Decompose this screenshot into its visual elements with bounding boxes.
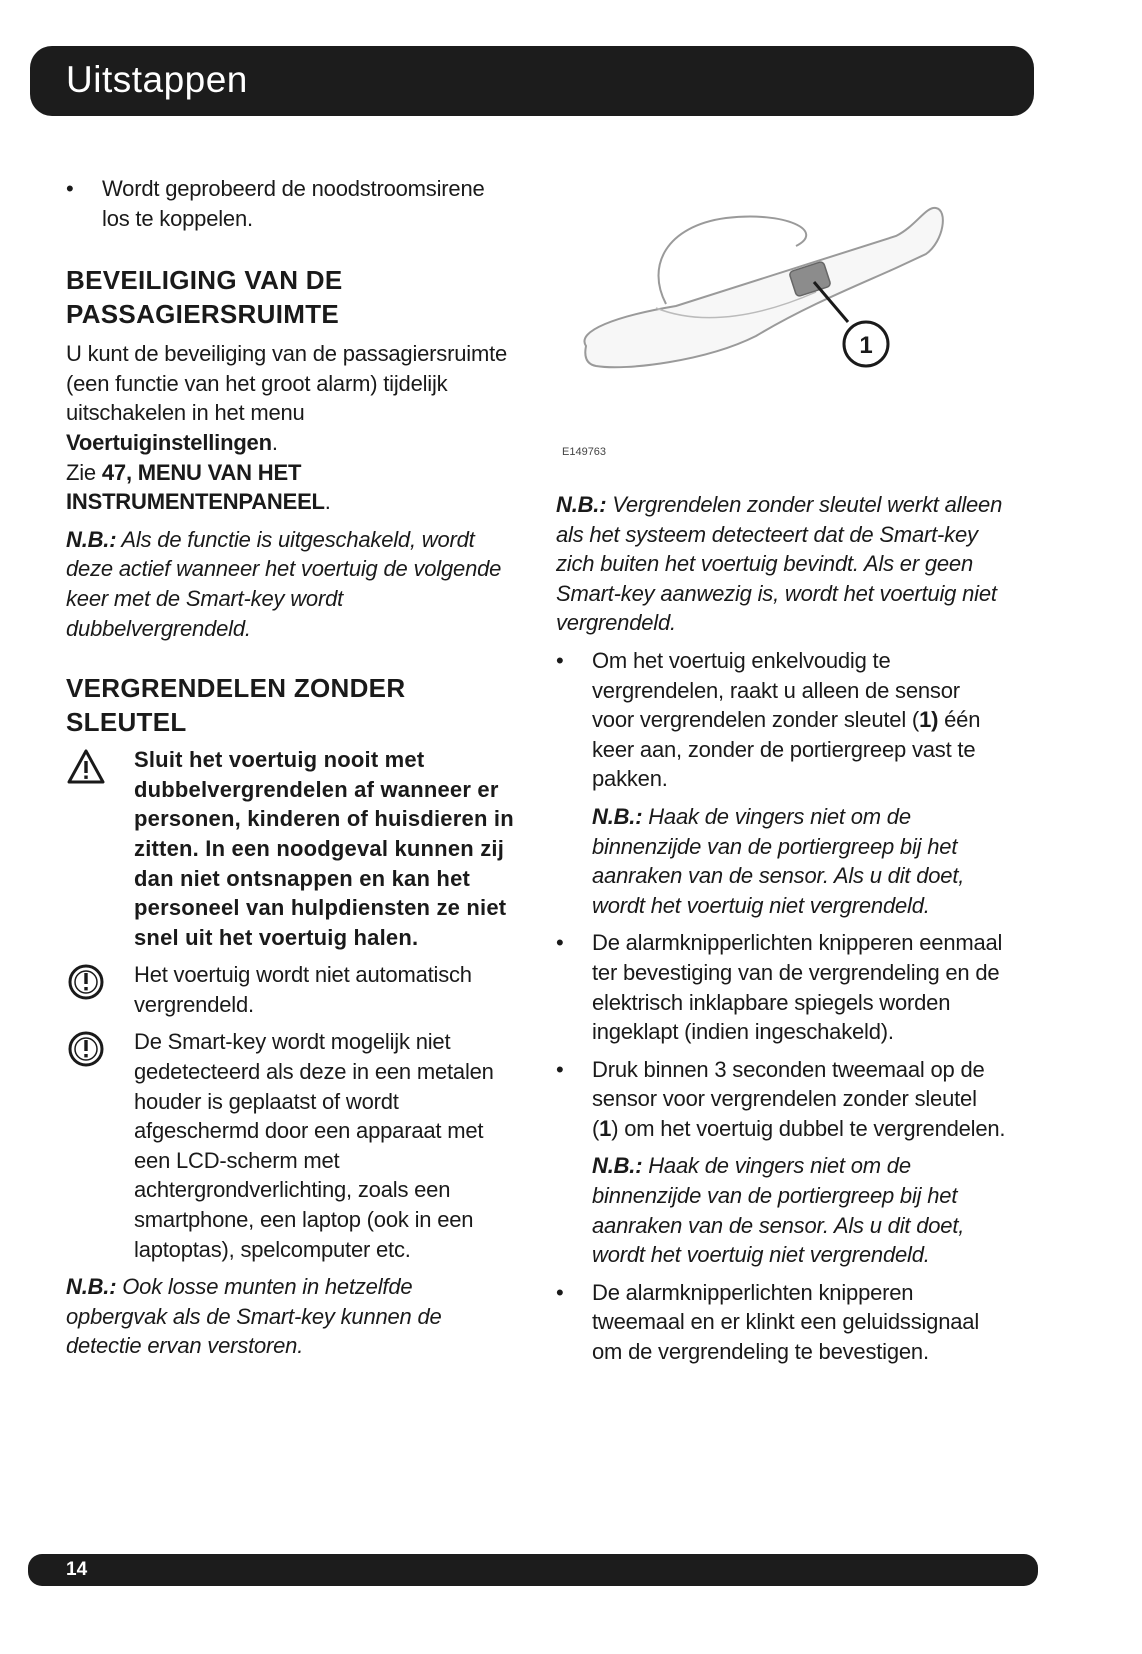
bullet-dot: • <box>66 176 74 201</box>
reference-prefix: Zie <box>66 459 102 485</box>
paragraph-end: . <box>271 429 278 455</box>
list-item <box>556 1055 1006 1144</box>
page-footer-bar <box>28 1554 1038 1586</box>
note-text: Haak de vingers niet om de binnenzijde van de portiergreep bij het aanraken van de sensor. Als u dit doet, wordt het voertuig niet vergrendeld. <box>592 1153 965 1268</box>
page-number: 14 <box>66 1559 88 1580</box>
section-heading-keyless-locking: VERGRENDELEN ZONDER SLEUTEL <box>66 673 406 738</box>
bullet-text: Druk binnen 3 seconden tweemaal op de sensor voor vergrendelen zonder sleutel ( <box>592 1056 985 1141</box>
note-label: N.B.: <box>66 526 117 552</box>
bullet-text-end: ) om het voertuig dubbel te vergrendelen. <box>611 1115 1006 1141</box>
warning-block <box>66 745 516 952</box>
list-item <box>556 646 1006 794</box>
note-label: N.B.: <box>556 492 607 517</box>
paragraph-text: U kunt de beveiliging van de passagiersruimte (een functie van het groot alarm) tijdelijk uitschakelen in het menu <box>66 341 508 426</box>
page-title: Uitstappen <box>66 59 248 100</box>
note-label: N.B.: <box>592 1153 643 1179</box>
list-item <box>556 1278 1006 1367</box>
note-text: Haak de vingers niet om de binnenzijde van de portiergreep bij het aanraken van de sensor. Als u dit doet, wordt het voertuig niet vergrendeld. <box>592 803 965 918</box>
note-label: N.B.: <box>66 1274 117 1300</box>
section-heading-passenger-protection: BEVEILIGING VAN DE PASSAGIERSRUIMTE <box>66 265 343 330</box>
caution-text: Het voertuig wordt niet automatisch vergrendeld. <box>134 962 472 1017</box>
caution-block <box>66 1027 516 1264</box>
callout-reference: 1 <box>599 1115 612 1141</box>
warning-triangle-icon <box>66 747 106 787</box>
list-item <box>66 174 516 233</box>
note-text: Als de functie is uitgeschakeld, wordt deze actief wanneer het voertuig de volgende keer met de Smart-key wordt dubbelvergrendeld. <box>66 526 502 641</box>
bullet-text: De alarmknipperlichten knipperen tweemaal en er klinkt een geluidssignaal om de vergrendeling te bevestigen. <box>592 1279 980 1365</box>
bullet-dot: • <box>556 1056 564 1082</box>
figure-code: E149763 <box>562 446 607 458</box>
page-header-bar <box>30 46 1034 116</box>
callout-number: 1 <box>859 332 873 359</box>
list-item <box>556 928 1006 1046</box>
left-column <box>66 174 516 1361</box>
bullet-dot: • <box>556 647 564 673</box>
bullet-text-end: één keer aan, zonder de portiergreep vast te pakken. <box>592 707 981 792</box>
bullet-text: Om het voertuig enkelvoudig te vergrendelen, raakt u alleen de sensor voor vergrendelen zonder sleutel ( <box>592 647 960 733</box>
cross-reference-link[interactable]: 47, MENU VAN HET INSTRUMENTENPANEEL <box>66 459 325 515</box>
right-column <box>556 490 1006 1375</box>
note <box>556 490 1006 638</box>
reference-end: . <box>324 489 331 515</box>
caution-exclamation-icon <box>66 962 106 1002</box>
note <box>66 525 516 643</box>
bullet-dot: • <box>556 1279 564 1305</box>
bullet-dot: • <box>556 930 564 956</box>
note-label: N.B.: <box>592 803 643 829</box>
paragraph-reference <box>66 458 516 517</box>
note <box>66 1272 516 1361</box>
paragraph <box>66 339 516 457</box>
note-text: Vergrendelen zonder sleutel werkt alleen als het systeem detecteert dat de Smart-key zich buiten het voertuig bevindt. Als er geen Smart-key aanwezig is, wordt het voertuig niet vergrendeld. <box>556 492 1003 636</box>
caution-text: De Smart-key wordt mogelijk niet gedetecteerd als deze in een metalen houder is geplaatst of wordt afgeschermd door een apparaat met een LCD-scherm met achtergrondverlichting, zoals een smartphone, een laptop (ook in een laptoptas), spelcomputer etc. <box>134 1029 494 1262</box>
warning-text: Sluit het voertuig nooit met dubbelvergrendelen af wanneer er personen, kinderen of huisdieren in zitten. In een noodgeval kunnen zij dan niet ontsnappen en kan het personeel van hulpdiensten ze niet snel uit het voertuig halen. <box>134 747 514 950</box>
caution-exclamation-icon <box>66 1029 106 1069</box>
bullet-text: Wordt geprobeerd de noodstroomsirene los te koppelen. <box>102 176 485 231</box>
callout-reference: 1) <box>919 707 939 733</box>
note-text: Ook losse munten in hetzelfde opbergvak als de Smart-key kunnen de detectie ervan verstoren. <box>66 1274 442 1359</box>
caution-block <box>66 960 516 1019</box>
menu-reference: Voertuiginstellingen <box>66 429 272 455</box>
bullet-text: De alarmknipperlichten knipperen eenmaal ter bevestiging van de vergrendeling en de elektrisch inklapbare spiegels worden ingeklapt (indien ingeschakeld). <box>592 930 1003 1045</box>
door-handle-illustration <box>556 196 1016 466</box>
sub-note <box>556 1151 1006 1269</box>
sub-note <box>556 802 1006 920</box>
